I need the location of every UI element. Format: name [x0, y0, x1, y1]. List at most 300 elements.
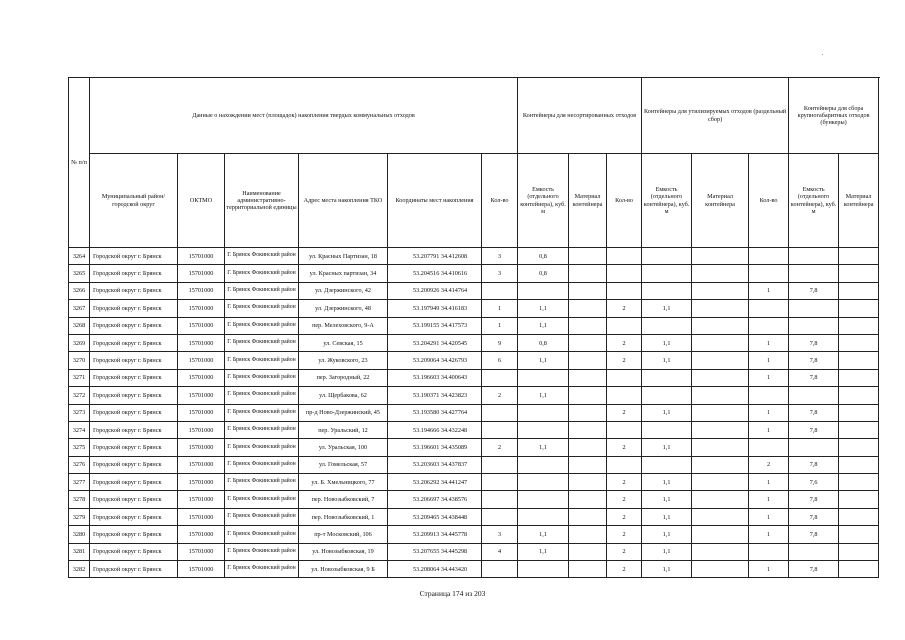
cell-coords: 53.197949 34.416183	[388, 300, 482, 317]
cell-address: ул. Дзержинского, 48	[299, 300, 388, 317]
cell-territory: Г. Брянск Фокинский район	[225, 334, 299, 351]
cell-qty-3: 1	[749, 526, 789, 543]
cell-qty-3	[749, 300, 789, 317]
cell-capacity-1: 1,1	[518, 317, 569, 334]
cell-qty-2	[607, 317, 642, 334]
cell-municipal: Городской округ г. Брянск	[90, 282, 178, 299]
cell-material-1	[569, 334, 607, 351]
cell-capacity-1: 1,1	[518, 300, 569, 317]
group-site-data: Данные о нахождении мест (площадок) накопления твердых коммунальных отходов	[90, 78, 518, 154]
cell-capacity-2: 1,1	[642, 561, 692, 578]
cell-oktmo: 15701000	[178, 456, 225, 473]
cell-address: ул. Красных партизан, 34	[299, 265, 388, 282]
cell-qty-3	[749, 543, 789, 560]
cell-municipal: Городской округ г. Брянск	[90, 561, 178, 578]
cell-capacity-3	[789, 265, 839, 282]
table-row	[69, 561, 879, 578]
cell-material-1	[569, 439, 607, 456]
cell-material-1	[569, 543, 607, 560]
cell-capacity-2	[642, 421, 692, 438]
cell-material-1	[569, 474, 607, 491]
cell-coords: 53.196603 34.400643	[388, 369, 482, 386]
page-footer: Страница 174 из 203	[419, 589, 486, 598]
cell-territory: Г. Брянск Фокинский район	[225, 474, 299, 491]
cell-municipal: Городской округ г. Брянск	[90, 404, 178, 421]
cell-num: 3281	[69, 543, 90, 560]
table-row	[69, 491, 879, 508]
cell-capacity-1	[518, 282, 569, 299]
table-row	[69, 317, 879, 334]
table-row	[69, 352, 879, 369]
cell-municipal: Городской округ г. Брянск	[90, 317, 178, 334]
col-municipal: Муниципальный район/городской округ	[90, 154, 178, 248]
cell-num: 3271	[69, 369, 90, 386]
cell-material-3	[839, 317, 879, 334]
cell-material-2	[692, 421, 749, 438]
cell-capacity-2: 1,1	[642, 300, 692, 317]
cell-municipal: Городской округ г. Брянск	[90, 421, 178, 438]
col-material-1: Материал контейнера	[569, 154, 607, 248]
cell-qty-3: 2	[749, 456, 789, 473]
cell-material-2	[692, 334, 749, 351]
cell-capacity-2: 1,1	[642, 543, 692, 560]
cell-oktmo: 15701000	[178, 369, 225, 386]
cell-municipal: Городской округ г. Брянск	[90, 526, 178, 543]
cell-material-1	[569, 404, 607, 421]
col-num: № п/п	[69, 78, 90, 248]
cell-capacity-1: 1,1	[518, 543, 569, 560]
cell-capacity-3: 7,8	[789, 404, 839, 421]
table-row	[69, 508, 879, 525]
cell-municipal: Городской округ г. Брянск	[90, 456, 178, 473]
cell-coords: 53.193580 34.427764	[388, 404, 482, 421]
cell-qty-3: 1	[749, 282, 789, 299]
cell-oktmo: 15701000	[178, 404, 225, 421]
cell-capacity-3: 7,8	[789, 369, 839, 386]
cell-qty-1	[482, 474, 518, 491]
cell-material-3	[839, 561, 879, 578]
cell-qty-3: 1	[749, 491, 789, 508]
cell-coords: 53.199155 34.417573	[388, 317, 482, 334]
cell-capacity-1: 1,1	[518, 526, 569, 543]
cell-territory: Г. Брянск Фокинский район	[225, 248, 299, 265]
cell-material-2	[692, 300, 749, 317]
cell-qty-1	[482, 491, 518, 508]
cell-material-3	[839, 404, 879, 421]
cell-coords: 53.204516 34.410616	[388, 265, 482, 282]
cell-coords: 53.206292 34.441247	[388, 474, 482, 491]
col-oktmo: ОКТМО	[178, 154, 225, 248]
cell-coords: 53.209913 34.445778	[388, 526, 482, 543]
cell-capacity-3: 7,8	[789, 282, 839, 299]
cell-address: пр-д Ново-Дзержинский, 45	[299, 404, 388, 421]
table-row	[69, 456, 879, 473]
cell-capacity-1	[518, 491, 569, 508]
cell-capacity-3	[789, 248, 839, 265]
cell-capacity-3	[789, 543, 839, 560]
col-capacity-2: Емкость (отдельного контейнера), куб. м	[642, 154, 692, 248]
table-row	[69, 543, 879, 560]
cell-num: 3265	[69, 265, 90, 282]
cell-capacity-1: 1,1	[518, 352, 569, 369]
cell-num: 3273	[69, 404, 90, 421]
cell-capacity-1	[518, 561, 569, 578]
cell-material-2	[692, 352, 749, 369]
cell-material-3	[839, 508, 879, 525]
cell-material-3	[839, 421, 879, 438]
cell-material-3	[839, 456, 879, 473]
cell-municipal: Городской округ г. Брянск	[90, 491, 178, 508]
cell-num: 3269	[69, 334, 90, 351]
cell-territory: Г. Брянск Фокинский район	[225, 317, 299, 334]
cell-coords: 53.207791 34.412608	[388, 248, 482, 265]
cell-coords: 53.194666 34.432248	[388, 421, 482, 438]
cell-coords: 53.200926 34.414764	[388, 282, 482, 299]
cell-address: пер. Мелеховского, 9-А	[299, 317, 388, 334]
cell-capacity-3	[789, 317, 839, 334]
cell-coords: 53.208064 34.443420	[388, 561, 482, 578]
cell-capacity-3: 7,8	[789, 334, 839, 351]
cell-material-3	[839, 474, 879, 491]
cell-municipal: Городской округ г. Брянск	[90, 474, 178, 491]
cell-qty-3	[749, 439, 789, 456]
cell-oktmo: 15701000	[178, 421, 225, 438]
cell-capacity-1: 1,1	[518, 387, 569, 404]
cell-material-2	[692, 369, 749, 386]
cell-qty-2: 2	[607, 526, 642, 543]
cell-municipal: Городской округ г. Брянск	[90, 300, 178, 317]
cell-oktmo: 15701000	[178, 491, 225, 508]
cell-qty-3: 1	[749, 352, 789, 369]
table-row	[69, 387, 879, 404]
cell-capacity-2: 1,1	[642, 526, 692, 543]
cell-num: 3280	[69, 526, 90, 543]
cell-material-3	[839, 352, 879, 369]
cell-capacity-2	[642, 387, 692, 404]
waste-sites-table	[68, 77, 879, 578]
cell-municipal: Городской округ г. Брянск	[90, 508, 178, 525]
table-row	[69, 248, 879, 265]
cell-num: 3276	[69, 456, 90, 473]
cell-num: 3272	[69, 387, 90, 404]
cell-qty-3: 1	[749, 561, 789, 578]
cell-capacity-2	[642, 369, 692, 386]
cell-capacity-3	[789, 387, 839, 404]
cell-material-1	[569, 387, 607, 404]
cell-capacity-1	[518, 404, 569, 421]
cell-num: 3279	[69, 508, 90, 525]
table-row	[69, 439, 879, 456]
group-non-recycled: Контейнеры для несортированных отходов	[518, 78, 642, 154]
cell-material-1	[569, 369, 607, 386]
cell-material-2	[692, 248, 749, 265]
cell-address: ул. Б. Хмельницкого, 77	[299, 474, 388, 491]
cell-oktmo: 15701000	[178, 474, 225, 491]
cell-qty-1: 4	[482, 543, 518, 560]
cell-oktmo: 15701000	[178, 334, 225, 351]
cell-material-3	[839, 526, 879, 543]
cell-qty-1	[482, 456, 518, 473]
scan-speck	[822, 54, 823, 55]
cell-capacity-2	[642, 456, 692, 473]
table-row	[69, 526, 879, 543]
cell-capacity-2: 1,1	[642, 491, 692, 508]
cell-municipal: Городской округ г. Брянск	[90, 387, 178, 404]
cell-material-1	[569, 561, 607, 578]
cell-qty-2	[607, 387, 642, 404]
cell-address: ул. Щербакова, 62	[299, 387, 388, 404]
cell-qty-3	[749, 317, 789, 334]
cell-qty-2: 2	[607, 543, 642, 560]
cell-material-2	[692, 282, 749, 299]
cell-num: 3267	[69, 300, 90, 317]
cell-material-2	[692, 265, 749, 282]
cell-material-2	[692, 387, 749, 404]
cell-capacity-1: 0,8	[518, 248, 569, 265]
cell-capacity-2: 1,1	[642, 334, 692, 351]
cell-material-3	[839, 439, 879, 456]
cell-oktmo: 15701000	[178, 317, 225, 334]
cell-qty-2: 2	[607, 474, 642, 491]
cell-oktmo: 15701000	[178, 526, 225, 543]
cell-capacity-2	[642, 282, 692, 299]
table-row	[69, 300, 879, 317]
group-recycled: Контейнеры для утилизируемых отходов (раздельный сбор)	[642, 78, 789, 154]
cell-material-3	[839, 369, 879, 386]
cell-qty-1	[482, 561, 518, 578]
cell-num: 3274	[69, 421, 90, 438]
cell-qty-1: 6	[482, 352, 518, 369]
table-body	[69, 248, 879, 578]
cell-municipal: Городской округ г. Брянск	[90, 439, 178, 456]
cell-address: ул. Уральская, 100	[299, 439, 388, 456]
cell-qty-2	[607, 282, 642, 299]
cell-coords: 53.209465 34.438448	[388, 508, 482, 525]
cell-territory: Г. Брянск Фокинский район	[225, 439, 299, 456]
cell-material-1	[569, 491, 607, 508]
cell-address: ул. Дзержинского, 42	[299, 282, 388, 299]
cell-coords: 53.196601 34.435089	[388, 439, 482, 456]
cell-qty-3	[749, 387, 789, 404]
cell-address: ул. Жуковского, 23	[299, 352, 388, 369]
cell-capacity-2	[642, 265, 692, 282]
cell-territory: Г. Брянск Фокинский район	[225, 561, 299, 578]
cell-num: 3270	[69, 352, 90, 369]
cell-capacity-1	[518, 369, 569, 386]
cell-material-2	[692, 456, 749, 473]
cell-qty-2	[607, 248, 642, 265]
cell-qty-1	[482, 282, 518, 299]
cell-coords: 53.209064 34.426793	[388, 352, 482, 369]
cell-territory: Г. Брянск Фокинский район	[225, 387, 299, 404]
cell-qty-2: 2	[607, 491, 642, 508]
cell-qty-3	[749, 265, 789, 282]
cell-oktmo: 15701000	[178, 543, 225, 560]
cell-capacity-3: 7,8	[789, 352, 839, 369]
cell-qty-2	[607, 265, 642, 282]
cell-oktmo: 15701000	[178, 439, 225, 456]
cell-address: пр-т Московский, 106	[299, 526, 388, 543]
col-coords: Координаты мест накопления	[388, 154, 482, 248]
cell-qty-2	[607, 421, 642, 438]
cell-qty-3: 1	[749, 334, 789, 351]
cell-oktmo: 15701000	[178, 265, 225, 282]
cell-capacity-3: 7,8	[789, 421, 839, 438]
cell-material-1	[569, 317, 607, 334]
cell-address: пер. Загородный, 22	[299, 369, 388, 386]
cell-oktmo: 15701000	[178, 248, 225, 265]
cell-oktmo: 15701000	[178, 387, 225, 404]
cell-material-2	[692, 526, 749, 543]
table-row	[69, 421, 879, 438]
cell-territory: Г. Брянск Фокинский район	[225, 543, 299, 560]
col-capacity-3: Емкость (отдельного контейнера), куб. м	[789, 154, 839, 248]
cell-qty-3: 1	[749, 369, 789, 386]
col-material-2: Материал контейнера	[692, 154, 749, 248]
cell-qty-2: 2	[607, 352, 642, 369]
cell-oktmo: 15701000	[178, 508, 225, 525]
cell-address: ул. Севская, 15	[299, 334, 388, 351]
cell-capacity-1	[518, 474, 569, 491]
cell-material-2	[692, 439, 749, 456]
cell-material-3	[839, 282, 879, 299]
cell-capacity-1: 1,1	[518, 439, 569, 456]
col-material-3: Материал контейнера	[839, 154, 879, 248]
cell-capacity-2: 1,1	[642, 508, 692, 525]
cell-address: пер. Новозыбковский, 1	[299, 508, 388, 525]
cell-material-1	[569, 248, 607, 265]
cell-qty-3	[749, 248, 789, 265]
cell-capacity-3: 7,8	[789, 561, 839, 578]
cell-territory: Г. Брянск Фокинский район	[225, 404, 299, 421]
cell-capacity-1	[518, 508, 569, 525]
cell-address: ул. Новозыбковская, 9 Б	[299, 561, 388, 578]
cell-capacity-1	[518, 456, 569, 473]
cell-material-2	[692, 491, 749, 508]
cell-oktmo: 15701000	[178, 300, 225, 317]
cell-num: 3277	[69, 474, 90, 491]
cell-material-3	[839, 543, 879, 560]
col-qty-3: Кол-во	[749, 154, 789, 248]
cell-material-2	[692, 561, 749, 578]
cell-territory: Г. Брянск Фокинский район	[225, 508, 299, 525]
cell-qty-2: 2	[607, 439, 642, 456]
cell-qty-1	[482, 508, 518, 525]
cell-capacity-2: 1,1	[642, 439, 692, 456]
table-row	[69, 474, 879, 491]
cell-qty-3: 1	[749, 404, 789, 421]
cell-material-2	[692, 543, 749, 560]
table-row	[69, 369, 879, 386]
col-address: Адрес места накопления ТКО	[299, 154, 388, 248]
cell-num: 3266	[69, 282, 90, 299]
cell-qty-1: 9	[482, 334, 518, 351]
cell-address: ул. Новозыбковская, 19	[299, 543, 388, 560]
cell-territory: Г. Брянск Фокинский район	[225, 526, 299, 543]
cell-municipal: Городской округ г. Брянск	[90, 248, 178, 265]
cell-material-2	[692, 317, 749, 334]
cell-num: 3264	[69, 248, 90, 265]
cell-capacity-3	[789, 439, 839, 456]
cell-capacity-3: 7,8	[789, 508, 839, 525]
cell-material-2	[692, 404, 749, 421]
cell-num: 3275	[69, 439, 90, 456]
group-bulky: Контейнеры для сбора крупногабаритных отходов (бункеры)	[789, 78, 879, 154]
cell-material-3	[839, 491, 879, 508]
col-qty-1: Кол-во	[482, 154, 518, 248]
cell-oktmo: 15701000	[178, 282, 225, 299]
cell-material-1	[569, 456, 607, 473]
cell-qty-3: 1	[749, 508, 789, 525]
cell-qty-1: 1	[482, 300, 518, 317]
cell-capacity-3: 7,8	[789, 491, 839, 508]
cell-territory: Г. Брянск Фокинский район	[225, 369, 299, 386]
col-qty-2: Кол-во	[607, 154, 642, 248]
cell-num: 3268	[69, 317, 90, 334]
cell-coords: 53.190371 34.423823	[388, 387, 482, 404]
col-territory: Наименование административно-территориальной единицы	[225, 154, 299, 248]
cell-capacity-2	[642, 317, 692, 334]
cell-address: ул. Красных Партизан, 18	[299, 248, 388, 265]
col-capacity-1: Емкость (отдельного контейнера), куб. м	[518, 154, 569, 248]
cell-qty-2: 2	[607, 508, 642, 525]
cell-coords: 53.204291 34.420545	[388, 334, 482, 351]
cell-qty-1	[482, 369, 518, 386]
cell-qty-3: 1	[749, 474, 789, 491]
table-row	[69, 404, 879, 421]
table-row	[69, 334, 879, 351]
cell-num: 3282	[69, 561, 90, 578]
cell-qty-1: 3	[482, 248, 518, 265]
cell-address: пер. Уральский, 12	[299, 421, 388, 438]
cell-capacity-2: 1,1	[642, 474, 692, 491]
cell-material-3	[839, 248, 879, 265]
cell-qty-3: 1	[749, 421, 789, 438]
cell-capacity-2	[642, 248, 692, 265]
cell-municipal: Городской округ г. Брянск	[90, 543, 178, 560]
cell-material-1	[569, 526, 607, 543]
cell-material-3	[839, 387, 879, 404]
cell-capacity-3: 7,8	[789, 456, 839, 473]
cell-capacity-3	[789, 300, 839, 317]
cell-municipal: Городской округ г. Брянск	[90, 334, 178, 351]
cell-material-1	[569, 282, 607, 299]
cell-material-2	[692, 474, 749, 491]
cell-qty-2	[607, 456, 642, 473]
cell-capacity-3: 7,8	[789, 526, 839, 543]
cell-territory: Г. Брянск Фокинский район	[225, 300, 299, 317]
cell-material-2	[692, 508, 749, 525]
cell-num: 3278	[69, 491, 90, 508]
cell-material-3	[839, 334, 879, 351]
table-header	[69, 78, 879, 248]
cell-capacity-2: 1,1	[642, 352, 692, 369]
cell-qty-2: 2	[607, 404, 642, 421]
cell-municipal: Городской округ г. Брянск	[90, 369, 178, 386]
cell-material-1	[569, 421, 607, 438]
cell-oktmo: 15701000	[178, 352, 225, 369]
cell-material-1	[569, 508, 607, 525]
cell-territory: Г. Брянск Фокинский район	[225, 282, 299, 299]
cell-coords: 53.203603 34.437837	[388, 456, 482, 473]
cell-municipal: Городской округ г. Брянск	[90, 352, 178, 369]
cell-territory: Г. Брянск Фокинский район	[225, 352, 299, 369]
table-row	[69, 265, 879, 282]
cell-address: ул. Гомельская, 57	[299, 456, 388, 473]
cell-territory: Г. Брянск Фокинский район	[225, 265, 299, 282]
table-row	[69, 282, 879, 299]
cell-capacity-1: 0,8	[518, 265, 569, 282]
